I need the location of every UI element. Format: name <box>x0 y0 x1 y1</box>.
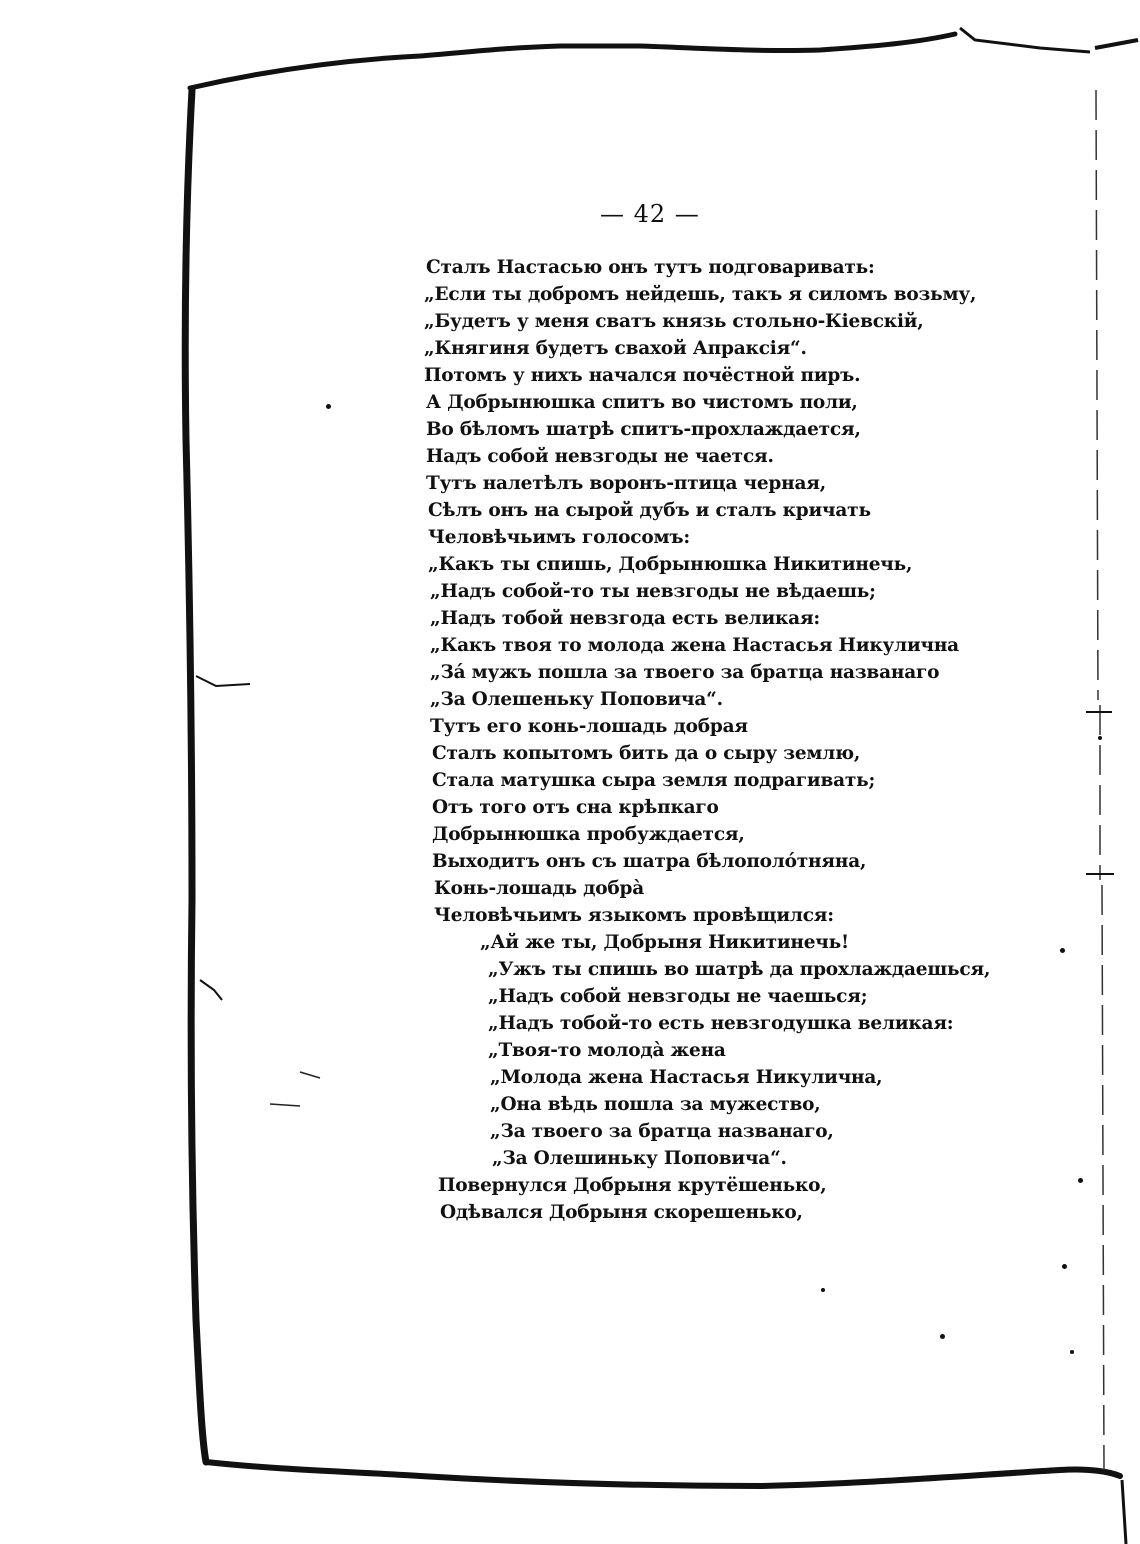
text-line: А Добрынюшка спитъ во чистомъ поли, <box>426 392 858 413</box>
text-line: „За Олешеньку Поповича“. <box>430 689 723 710</box>
text-line: „За твоего за братца названаго, <box>490 1121 834 1142</box>
text-line: Стала матушка сыра земля подрагивать; <box>432 770 876 791</box>
text-line: „Княгиня будетъ свахой Апраксія“. <box>424 338 807 359</box>
text-line: Тутъ налетѣлъ воронъ-птица черная, <box>426 473 826 494</box>
text-line: Потомъ у нихъ начался почёстной пиръ. <box>424 365 861 386</box>
text-line: Тутъ его конь-лошадь добрая <box>430 716 748 737</box>
text-line: „Какъ ты спишь, Добрынюшка Никитинечь, <box>428 554 913 575</box>
ink-speck <box>1098 736 1102 740</box>
text-line: „Надъ тобой-то есть невзгодушка великая: <box>488 1013 954 1034</box>
text-line: „Она вѣдь пошла за мужество, <box>490 1094 821 1115</box>
text-line: Добрынюшка пробуждается, <box>432 824 745 845</box>
text-line: „Если ты добромъ нейдешь, такъ я силомъ возьму, <box>424 284 977 305</box>
text-line: Одѣвался Добрыня скорешенько, <box>440 1202 803 1223</box>
ink-speck <box>1060 948 1065 953</box>
text-line: „Твоя-то молода̀ жена <box>488 1040 726 1061</box>
text-line: Сталъ копытомъ бить да о сыру землю, <box>432 743 861 764</box>
text-line: „Какъ твоя то молода жена Настасья Никулична <box>430 635 959 656</box>
text-line: „Будетъ у меня сватъ князь стольно-Кіевскій, <box>424 311 924 332</box>
ink-speck <box>1078 1178 1083 1183</box>
ink-speck <box>940 1334 945 1339</box>
text-line: „Ай же ты, Добрыня Никитинечь! <box>480 932 849 953</box>
text-line: Повернулся Добрыня крутёшенько, <box>438 1175 827 1196</box>
text-line: Надъ собой невзгоды не чается. <box>426 446 774 467</box>
text-line: „Надъ собой-то ты невзгоды не вѣдаешь; <box>430 581 876 602</box>
text-line: „За́ мужъ пошла за твоего за братца названаго <box>430 662 940 683</box>
ink-speck <box>326 404 331 409</box>
text-line: Сталъ Настасью онъ тутъ подговаривать: <box>426 257 875 278</box>
text-line: „За Олешиньку Поповича“. <box>492 1148 787 1169</box>
text-line: „Ужъ ты спишь во шатрѣ да прохлаждаешься, <box>488 959 991 980</box>
ink-speck <box>1070 1350 1074 1354</box>
text-line: Выходитъ онъ съ шатра бѣлополо́тняна, <box>432 851 867 872</box>
text-line: „Молода жена Настасья Никулична, <box>490 1067 883 1088</box>
page-number: — 42 — <box>600 200 700 228</box>
text-line: Отъ того отъ сна крѣпкаго <box>432 797 719 818</box>
text-line: „Надъ собой невзгоды не чаешься; <box>488 986 868 1007</box>
text-line: Человѣчьимъ голосомъ: <box>428 527 690 548</box>
ink-speck <box>1062 1264 1067 1269</box>
text-line: Конь-лошадь добра̀ <box>434 878 645 899</box>
text-line: Человѣчьимъ языкомъ провѣщился: <box>434 905 834 926</box>
text-line: „Надъ тобой невзгода есть великая: <box>430 608 821 629</box>
text-line: Во бѣломъ шатрѣ спитъ-прохлаждается, <box>426 419 861 440</box>
text-line: Сѣлъ онъ на сырой дубъ и сталъ кричать <box>428 500 871 521</box>
ink-speck <box>821 1288 825 1292</box>
